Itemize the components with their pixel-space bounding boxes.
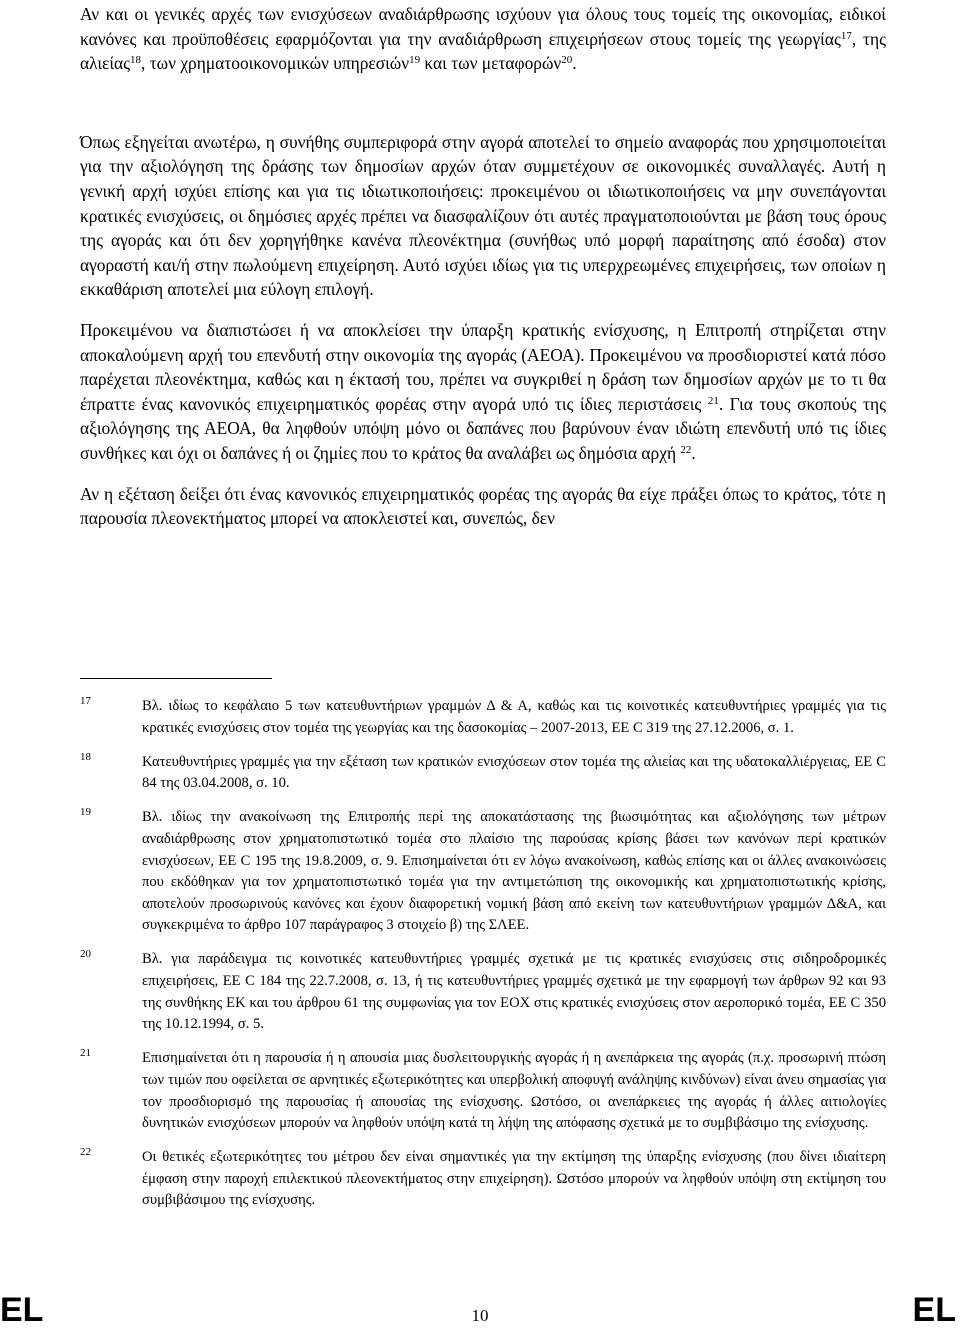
footnote-ref-20[interactable]: 20 — [561, 54, 573, 67]
footnote-19 — [80, 807, 886, 937]
footnote-17 — [80, 696, 886, 739]
main-text — [80, 2, 886, 531]
footnote-20 — [80, 949, 886, 1035]
paragraph-3: Προκειμένου να διαπιστώσει ή να αποκλείσει την ύπαρξη κρατικής ενίσχυσης, η Επιτροπή στηρίζεται στην αποκαλούμενη αρχή του επενδυτή στην οικονομία της αγοράς (ΑΕΟΑ). Προκειμένου να προσδιοριστεί κατά πόσο παρέχεται πλεονέκτημα, καθώς και η έκτασή του, πρέπει να συγκριθεί η δράση των δημοσίων αρχών με το τι θα έπραττε ένας κανονικός επιχειρηματικός φορέας στην αγορά υπό τις ίδιες περιστάσεις $^{21}$. Για τους σκοπούς της αξιολόγησης της ΑΕΟΑ, θα ληφθούν υπόψη μόνο οι δαπάνες που βαρύνουν έναν ιδιώτη επενδυτή υπό τις ίδιες συνθήκες και όχι οι δαπάνες ή οι ζημίες που το κράτος θα αναλάβει ως δημόσια αρχή $^{22}$. — [80, 319, 887, 463]
footnote-number: 18 — [80, 750, 91, 763]
footnote-text: Βλ. ιδίως την ανακοίνωση της Επιτροπής περί της αποκατάστασης της βιωσιμότητας και αξιολόγησης των μέτρων αναδιάρθρωσης στον χρηματοπιστωτικό τομέα στο πλαίσιο της παρούσας κρίσης βάσει των κανόνων περί κρατικών ενισχύσεων, ΕΕ C 195 της 19.8.2009, σ. 9. Επισημαίνεται ότι εν λόγω ανακοίνωση, καθώς επίσης και οι άλλες ανακοινώσεις που εκδόθηκαν για τον χρηματοπιστωτικό τομέα για την αντιμετώπιση της οικονομικής και χρηματοπιστωτικής κρίσης, αποτελούν προσωρινούς κανόνες και έχουν διαφορετική νομική βάση από εκείνη των κατευθυντήριων γραμμών Δ&Α, και συγκεκριμένα το άρθρο 107 παράγραφος 3 στοιχείο β) της ΣΛΕΕ. — [142, 809, 886, 934]
footnote-ref-21[interactable]: 21 — [707, 394, 719, 407]
paragraph-1: Αν και οι γενικές αρχές των ενισχύσεων αναδιάρθρωσης ισχύουν για όλους τους τομείς της οικονομίας, ειδικοί κανόνες και προϋποθέσεις εφαρμόζονται για την αναδιάρθρωση επιχειρήσεων στους τομείς της γεωργίας$^{17}$, της αλιείας$^{18}$, των χρηματοοικονομικών υπηρεσιών$^{19}$ και των μεταφορών$^{20}$. — [80, 4, 887, 74]
footnote-number: 19 — [80, 806, 91, 819]
footer-language-right: EL — [912, 1291, 956, 1329]
footnote-text: Οι θετικές εξωτερικότητες του μέτρου δεν είναι σημαντικές για την εκτίμηση της ύπαρξης ενίσχυσης (που δίνει ιδιαίτερη έμφαση στην παροχή επιλεκτικού πλεονεκτήματος στην επιχείρηση). Ωστόσο μπορούν να ληφθούν υπόψη στη εκτίμηση του συμβιβάσιμου της ενίσχυσης. — [142, 1149, 886, 1209]
paragraph-4: Αν η εξέταση δείξει ότι ένας κανονικός επιχειρηματικός φορέας της αγοράς θα είχε πράξει όπως το κράτος, τότε η παρουσία πλεονεκτήματος μπορεί να αποκλειστεί και, συνεπώς, δεν — [80, 483, 886, 529]
footnote-number: 21 — [80, 1047, 91, 1060]
paragraph-2: Όπως εξηγείται ανωτέρω, η συνήθης συμπεριφορά στην αγορά αποτελεί το σημείο αναφοράς που χρησιμοποιείται για την αξιολόγηση της δράσης των δημοσίων αρχών όταν συμμετέχουν σε οικονομικές συναλλαγές. Αυτή η γενική αρχή ισχύει επίσης και για τις ιδιωτικοποιήσεις: προκειμένου οι ιδιωτικοποιήσεις να μην συνεπάγονται κρατικές ενισχύσεις, οι δημόσιες αρχές πρέπει να διασφαλίζουν ότι αυτές πραγματοποιούνται με βάση τους όρους της αγοράς και ότι δεν χορηγήθηκε κανένα πλεονέκτημα (συνήθως υπό μορφή παραίτησης από έσοδα) στον αγοραστή και/ή στην πωλούμενη επιχείρηση. Αυτό ισχύει ιδίως για τις υπερχρεωμένες επιχειρήσεις, των οποίων η εκκαθάριση αποτελεί μια εύλογη επιλογή. — [80, 131, 886, 300]
footer-language-left: EL — [0, 1291, 44, 1329]
footnote-18 — [80, 752, 886, 795]
page-number: 10 — [471, 1306, 489, 1325]
footnotes — [80, 696, 886, 1224]
footnote-text: Βλ. ιδίως το κεφάλαιο 5 των κατευθυντήριων γραμμών Δ & Α, καθώς και τις κοινοτικές κατευθυντήριες γραμμές για τις κρατικές ενισχύσεις στον τομέα της γεωργίας και της δασοκομίας – 2007-2013, ΕΕ C 319 της 27.12.2006, σ. 1. — [142, 698, 886, 736]
footnote-number: 20 — [80, 948, 91, 961]
footnote-text: Επισημαίνεται ότι η παρουσία ή η απουσία μιας δυσλειτουργικής αγοράς ή η ανεπάρκεια της αγοράς (π.χ. προσωρινή πτώση των τιμών που οφείλεται σε αρνητικές εξωτερικότητες και υπερβολική αποφυγή ανάληψης κινδύνων) είναι άνευ σημασίας για τον προσδιορισμό της παρουσίας ή απουσίας της ενίσχυσης. Ωστόσο, οι ανεπάρκειες της αγοράς ή άλλες αιτιολογίες δυνητικών ενισχύσεων μπορούν να ληφθούν υπόψη κατά τη λήψη της απόφασης σχετικά με το συμβιβάσιμο της ενίσχυσης. — [142, 1050, 886, 1132]
footnote-21 — [80, 1048, 886, 1134]
footnote-ref-17[interactable]: 17 — [840, 29, 852, 42]
footnote-ref-22[interactable]: 22 — [680, 443, 692, 456]
footnote-text: Κατευθυντήριες γραμμές για την εξέταση των κρατικών ενισχύσεων στον τομέα της αλιείας και της υδατοκαλλιέργειας, ΕΕ C 84 της 03.04.2008, σ. 10. — [142, 753, 886, 792]
footnote-number: 22 — [80, 1146, 91, 1159]
footnote-22 — [80, 1147, 886, 1212]
footnote-separator — [80, 678, 272, 679]
footnote-ref-18[interactable]: 18 — [130, 54, 141, 67]
footnote-text: Βλ. για παράδειγμα τις κοινοτικές κατευθυντήριες γραμμές σχετικά με τις κρατικές ενισχύσεις στις σιδηροδρομικές επιχειρήσεις, ΕΕ C 184 της 22.7.2008, σ. 13, ή τις κατευθυντήριες γραμμές σχετικά με την εφαρμογή των άρθρων 92 και 93 της συνθήκης ΕΚ και του άρθρου 61 της συμφωνίας για τον ΕΟΧ στις κρατικές ενισχύσεις στον αεροπορικό τομέα, ΕΕ C 350 της 10.12.1994, σ. 5. — [142, 951, 886, 1033]
footnote-number: 17 — [80, 695, 91, 707]
footnote-ref-19[interactable]: 19 — [409, 54, 421, 67]
